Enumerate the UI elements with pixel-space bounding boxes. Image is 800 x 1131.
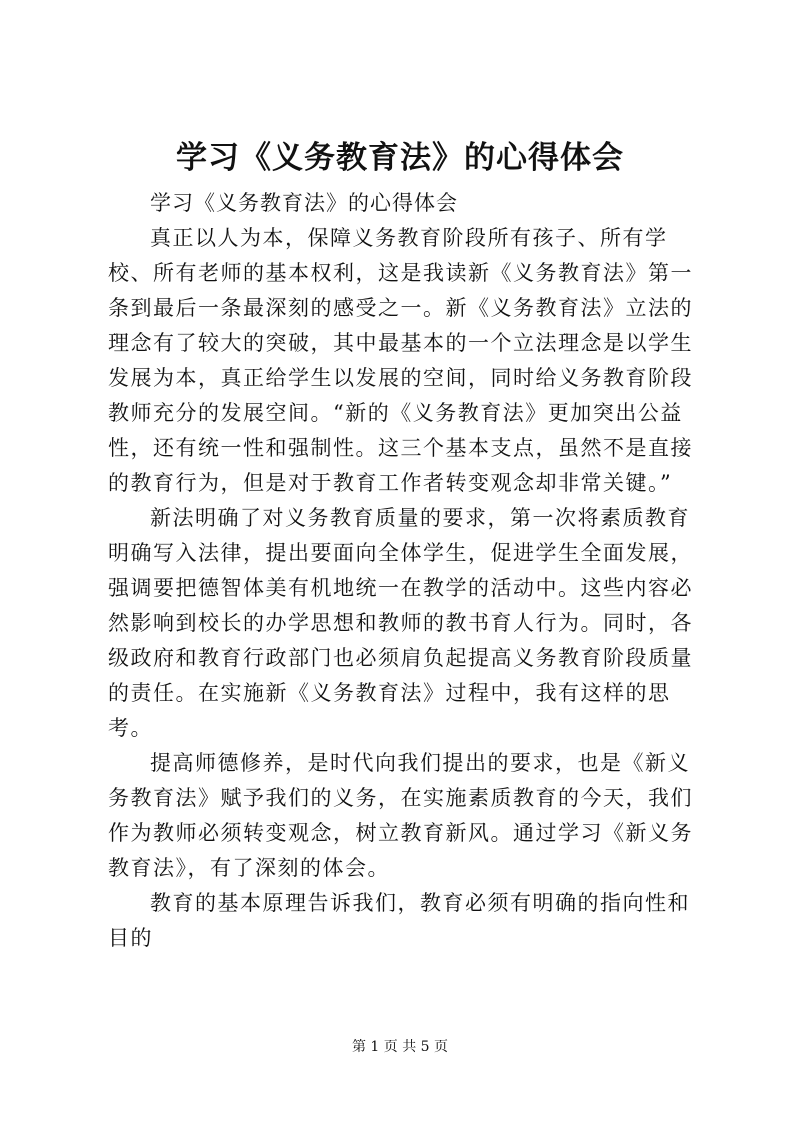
- page-number-footer: 第 1 页 共 5 页: [351, 1039, 449, 1055]
- paragraph-2: 新法明确了对义务教育质量的要求，第一次将素质教育明确写入法律，提出要面向全体学生，促进学生全面发展，强调要把德智体美有机地统一在教学的活动中。这些内容必然影响到校长的办学思想和教师的教书育人行为。同时，各级政府和教育行政部门也必须肩负起提高义务教育阶段质量的责任。在实施新《义务教育法》过程中，我有这样的思考。: [108, 506, 693, 740]
- document-body: [108, 186, 708, 956]
- paragraph-1: 真正以人为本，保障义务教育阶段所有孩子、所有学校、所有老师的基本权利，这是我读新《义务教育法》第一条到最后一条最深刻的感受之一。新《义务教育法》立法的理念有了较大的突破，其中最基本的一个立法理念是以学生发展为本，真正给学生以发展的空间，同时给义务教育阶段教师充分的发展空间。“新的《义务教育法》更加突出公益性，还有统一性和强制性。这三个基本支点，虽然不是直接的教育行为，但是对于教育工作者转变观念却非常关键。”: [108, 226, 693, 495]
- paragraph-3: 提高师德修养，是时代向我们提出的要求，也是《新义务教育法》赋予我们的义务，在实施素质教育的今天，我们作为教师必须转变观念，树立教育新风。通过学习《新义务教育法》，有了深刻的体会。: [108, 751, 693, 880]
- document-subtitle: 学习《义务教育法》的心得体会: [150, 191, 458, 215]
- paragraph-4: 教育的基本原理告诉我们，教育必须有明确的指向性和目的: [108, 891, 690, 950]
- document-title: 学习《义务教育法》的心得体会: [176, 140, 624, 176]
